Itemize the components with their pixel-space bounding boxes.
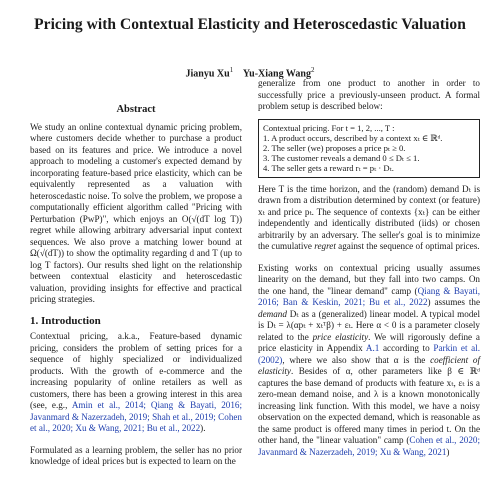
box-item: 2. The seller (we) proposes a price pₜ ≥ 0. (263, 142, 406, 153)
body-paragraph (258, 184, 480, 253)
text-run: Contextual pricing, a.k.a., Feature-based dynamic pricing, considers the problem of setting prices for a sequence of highly specialized or individualized products. With the growth of e-commerce and the increasing popularity of online retailers as well as customers, there has been a growing interest in this area (see, e.g., (30, 331, 242, 410)
abstract-body (30, 122, 242, 306)
box-item: 4. The seller gets a reward rₜ = pₜ · Dₜ. (263, 163, 394, 174)
box-header: Contextual pricing. For t = 1, 2, ..., T : (263, 122, 395, 133)
text-run: according to (379, 343, 434, 354)
citation-link[interactable]: Parkin et al. (2002) (258, 343, 481, 365)
box-item: 3. The customer reveals a demand 0 ≤ Dₜ ≤ 1. (263, 153, 420, 164)
author-name: Yu-Xiang Wang (242, 68, 311, 80)
emphasis: coefficient of elasticity (258, 354, 480, 377)
paper-title: Pricing with Contextual Elasticity and Heteroscedastic Valuation (34, 16, 466, 33)
problem-setup-box (258, 119, 480, 178)
text-run: Existing works on contextual pricing usually assumes linearity on the demand, but they fall into two camps. On the one hand, the "linear demand" camp ( (258, 262, 480, 296)
left-column (30, 104, 242, 468)
abstract-text: We study an online contextual dynamic pricing problem, where customers decide whether to purchase a product based on its features and price. We introduce a novel approach to modeling a customer's expected demand by incorporating feature-based price elasticity, which can be equivalently represented as a valuation with heteroscedastic noise. To solve the problem, we propose a computationally efficient algorithm called "Pricing with Perturbation (PwP)", which enjoys an O(√(dT log T)) regret while allowing arbitrary adversarial input context sequences. We also prove a matching lower bound at Ω(√(dT)) to show the optimality regarding d and T (up to log T factors). Our results shed light on the relationship between contextual elasticity and heteroscedastic valuation, providing insights for effective and practical pricing strategies. (30, 121, 242, 304)
abstract-heading: Abstract (116, 104, 156, 115)
emphasis: demand (258, 308, 287, 319)
citation-link[interactable]: Amin et al., 2014; Qiang & Bayati, 2016; Javanmard & Nazerzadeh, 2019; Shah et al., 2019; Cohen et al., 2020; Xu & Wang, 2021; Bu et al., 2022 (30, 400, 242, 433)
text-run: ). (200, 423, 206, 433)
author-name: Jianyu Xu (185, 68, 230, 80)
text-run: , where we also show that α is the (282, 354, 431, 365)
intro-paragraph (30, 331, 242, 435)
intro-paragraph: Formulated as a learning problem, the seller has no prior knowledge of ideal prices but is expected to learn on the (30, 444, 242, 466)
text-run: ) (446, 446, 450, 457)
text-run: . We will rigorously define a price elasticity in Appendix (258, 331, 480, 354)
text-run: ) assumes the (427, 297, 480, 308)
section-heading-introduction: 1. Introduction (30, 314, 101, 327)
text-run: Dₜ as a (generalized) linear model. A typical model is Dₜ = λ(αpₜ + xₜᵀβ) + εₜ. Here α < 0 is a parameter closely related to the (258, 308, 480, 342)
body-paragraph: generalize from one product to another in order to successfully price a previously-unseen product. A formal problem setup is described below: (258, 78, 480, 111)
affiliation-mark: 2 (310, 66, 315, 74)
text-run: . Besides of α, other parameters like β ∈ ℝᵈ captures the base demand of products with feature xₜ, εₜ is a zero-mean demand noise, and λ is a known monotonically increasing link function. With this model, we have a noisy observation on the expected demand, which is reasonable as the same product is offered many times in period t. On the other hand, the "linear valuation" camp ( (258, 366, 480, 446)
right-column (258, 78, 480, 458)
appendix-link[interactable]: A.1 (365, 343, 380, 354)
body-paragraph (258, 263, 480, 459)
text-run: Here T is the time horizon, and the (random) demand Dₜ is drawn from a distribution determined by context (or feature) xₜ and price pₜ. The sequence of contexts {xₜ} can be either independently and identically distributed (iids) or chosen arbitrarily by an adversary. The seller's goal is to minimize the cumulative (258, 183, 480, 252)
citation-link[interactable]: Qiang & Bayati, 2016; Ban & Keskin, 2021; Bu et al., 2022 (258, 285, 481, 308)
emphasis: price elasticity (312, 331, 369, 342)
text-run: against the sequence of optimal prices. (335, 241, 480, 252)
affiliation-mark: 1 (229, 66, 234, 74)
emphasis: regret (314, 241, 336, 252)
citation-link[interactable]: Cohen et al., 2020; Javanmard & Nazerzadeh, 2019; Xu & Wang, 2021 (258, 435, 480, 457)
box-item: 1. A product occurs, described by a context xₜ ∈ ℝᵈ. (263, 132, 443, 143)
